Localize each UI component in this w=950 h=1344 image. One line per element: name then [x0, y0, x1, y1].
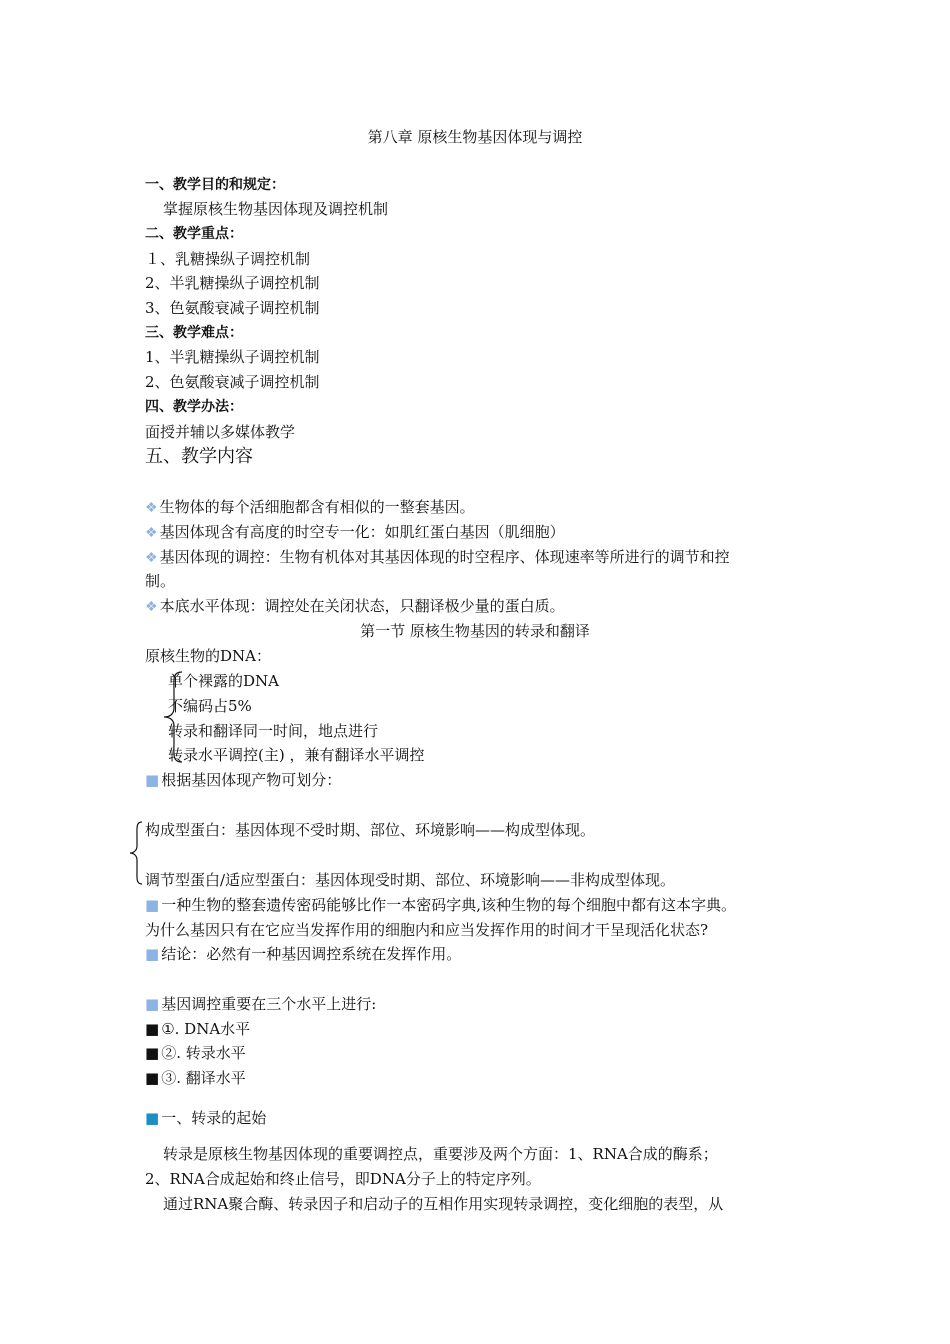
square-bullet-icon: ■: [145, 1044, 160, 1062]
square-bullet-icon: ■: [145, 896, 160, 914]
dna-item: 转录和翻译同一时间，地点进行: [168, 722, 379, 740]
diamond-bullet-icon: ❖: [145, 599, 158, 615]
key-point-item: １、乳糖操纵子调控机制: [145, 250, 311, 268]
bullet-text: 本底水平体现：调控处在关闭状态，只翻译极少量的蛋白质。: [159, 597, 565, 615]
level-item: ■ ③. 翻译水平: [145, 1069, 246, 1087]
diamond-bullet-icon: ❖: [145, 500, 158, 516]
methods-text: 面授并辅以多媒体教学: [145, 423, 296, 441]
levels-label: ■ 基因调控重要在三个水平上进行:: [145, 995, 377, 1013]
bullet-text: 生物体的每个活细胞都含有相似的一整套基因。: [159, 498, 475, 516]
key-point-item: 2、半乳糖操纵子调控机制: [145, 274, 320, 292]
square-bullet-icon: ■: [145, 945, 160, 963]
paragraph-line: 2、RNA合成起始和终止信号，即DNA分子上的特定序列。: [145, 1170, 541, 1188]
difficulties-heading: 三、教学难点：: [145, 325, 243, 341]
bullet-text: 基因体现的调控：生物有机体对其基因体现的时空程序、体现速率等所进行的调节和控: [159, 548, 730, 566]
classify-label: ■ 根据基因体现产物可划分：: [145, 771, 342, 789]
square-bullet-icon: ■: [145, 995, 160, 1013]
paragraph-line: 转录是原核生物基因体现的重要调控点，重要涉及两个方面：1、RNA合成的酶系；: [163, 1145, 718, 1163]
diamond-bullet-icon: ❖: [145, 550, 158, 566]
bullet-item: [145, 546, 730, 569]
level-item: ■ ①. DNA水平: [145, 1020, 251, 1038]
page-title: 第八章 原核生物基因体现与调控: [367, 128, 583, 146]
objectives-text: 掌握原核生物基因体现及调控机制: [163, 200, 389, 218]
square-bullet-icon: ■: [145, 1109, 160, 1127]
bullet-item: [145, 595, 565, 618]
subsection-title: ■ 一、转录的起始: [145, 1109, 267, 1127]
section-title: 第一节 原核生物基因的转录和翻译: [360, 622, 590, 640]
level-item: ■ ②. 转录水平: [145, 1044, 246, 1062]
key-points-heading: 二、教学重点：: [145, 226, 243, 242]
difficulty-item: 1、半乳糖操纵子调控机制: [145, 348, 320, 366]
key-point-item: 3、色氨酸衰减子调控机制: [145, 299, 320, 317]
square-bullet-icon: ■: [145, 771, 160, 789]
curly-brace-icon: [128, 820, 144, 886]
square-bullet-icon: ■: [145, 1020, 160, 1038]
protein-type: 调节型蛋白/适应型蛋白：基因体现受时期、部位、环境影响——非构成型体现。: [145, 871, 676, 889]
bullet-text: 基因体现含有高度的时空专一化：如肌红蛋白基因（肌细胞）: [159, 523, 565, 541]
dictionary-line: ■ 一种生物的整套遗传密码能够比作一本密码字典,该种生物的每个细胞中都有这本字典。: [145, 896, 736, 914]
dictionary-line: 为什么基因只有在它应当发挥作用的细胞内和应当发挥作用的时间才干呈现活化状态?: [145, 921, 709, 939]
protein-type: 构成型蛋白：基因体现不受时期、部位、环境影响——构成型体现。: [145, 821, 596, 839]
dna-label: 原核生物的DNA：: [145, 647, 271, 665]
dna-item: 转录水平调控(主) ，兼有翻译水平调控: [168, 746, 425, 764]
content-heading: 五、教学内容: [145, 446, 253, 467]
diamond-bullet-icon: ❖: [145, 525, 158, 541]
conclusion: ■ 结论：必然有一种基因调控系统在发挥作用。: [145, 945, 462, 963]
dna-item: 不编码占5%: [168, 697, 252, 715]
bullet-item: [145, 521, 565, 544]
bullet-item: [145, 496, 475, 519]
bullet-continuation: 制。: [145, 572, 176, 590]
objectives-heading: 一、教学目的和规定：: [145, 177, 285, 193]
methods-heading: 四、教学办法：: [145, 399, 243, 415]
square-bullet-icon: ■: [145, 1069, 160, 1087]
paragraph-line: 通过RNA聚合酶、转录因子和启动子的互相作用实现转录调控，变化细胞的表型，从: [163, 1195, 724, 1213]
dna-item: 单个裸露的DNA: [168, 672, 279, 690]
difficulty-item: 2、色氨酸衰减子调控机制: [145, 373, 320, 391]
